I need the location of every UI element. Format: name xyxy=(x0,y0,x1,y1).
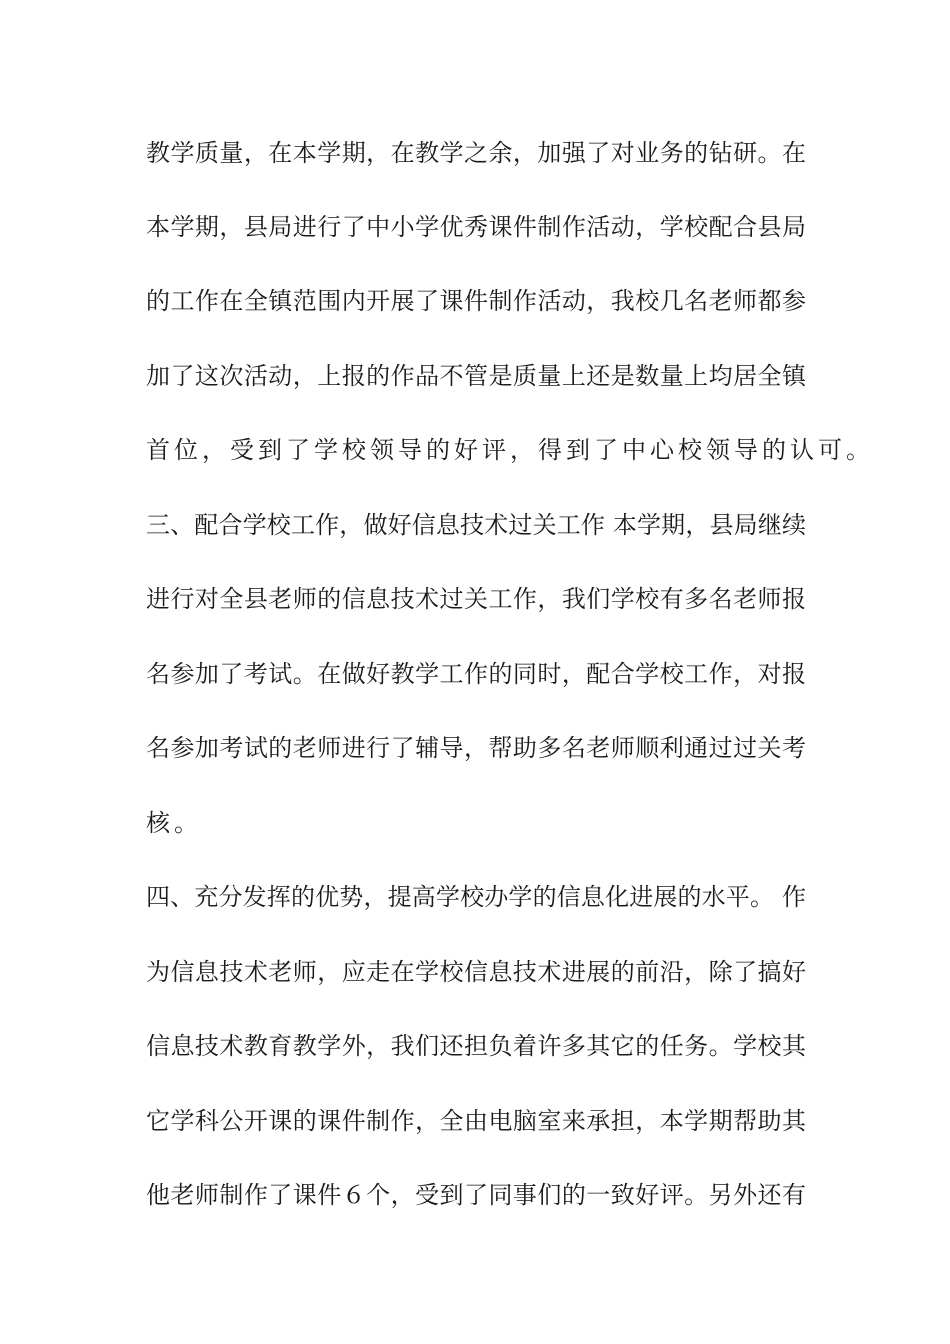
text-line: 四、充分发挥的优势，提高学校办学的信息化进展的水平。 作 xyxy=(146,883,806,911)
text-line: 的工作在全镇范围内开展了课件制作活动，我校几名老师都参 xyxy=(146,287,806,315)
text-line: 它学科公开课的课件制作，全由电脑室来承担，本学期帮助其 xyxy=(146,1107,806,1135)
text-line: 信息技术教育教学外，我们还担负着许多其它的任务。学校其 xyxy=(146,1032,806,1060)
text-line: 教学质量，在本学期，在教学之余，加强了对业务的钻研。在 xyxy=(146,139,806,167)
text-line: 本学期，县局进行了中小学优秀课件制作活动，学校配合县局 xyxy=(146,213,806,241)
text-line: 加了这次活动，上报的作品不管是质量上还是数量上均居全镇 xyxy=(146,362,806,390)
text-line: 他老师制作了课件６个，受到了同事们的一致好评。另外还有 xyxy=(146,1181,806,1209)
text-line: 进行对全县老师的信息技术过关工作，我们学校有多名老师报 xyxy=(146,585,806,613)
text-line: 三、配合学校工作，做好信息技术过关工作 本学期，县局继续 xyxy=(146,511,806,539)
text-line: 首位，受到了学校领导的好评，得到了中心校领导的认可。 xyxy=(146,436,874,464)
text-line: 为信息技术老师，应走在学校信息技术进展的前沿，除了搞好 xyxy=(146,958,806,986)
text-line: 名参加了考试。在做好教学工作的同时，配合学校工作，对报 xyxy=(146,660,806,688)
text-line: 名参加考试的老师进行了辅导，帮助多名老师顺利通过过关考 xyxy=(146,734,806,762)
text-line: 核。 xyxy=(146,809,202,837)
